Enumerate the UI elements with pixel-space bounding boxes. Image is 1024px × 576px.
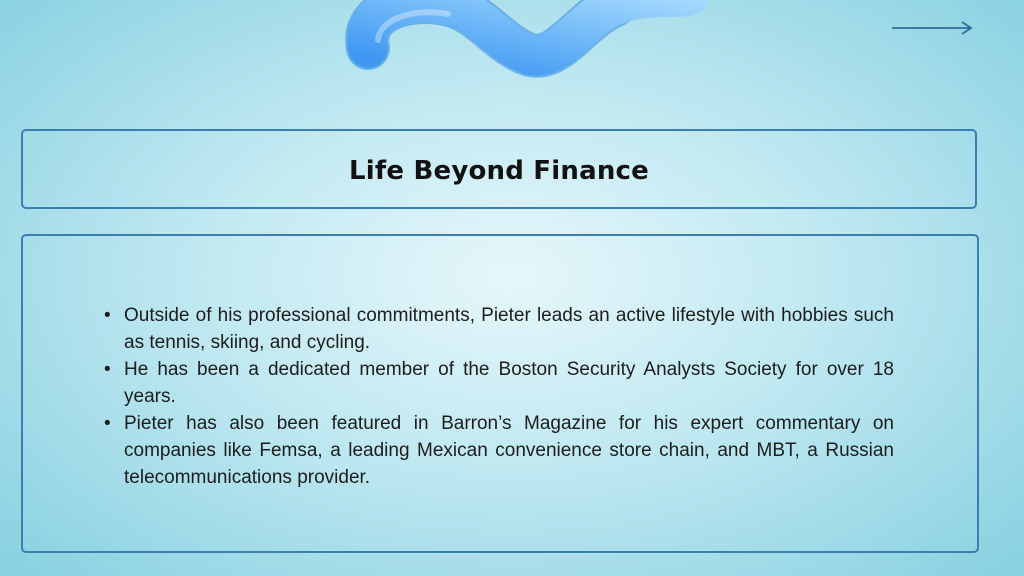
bullet-item [102,410,894,491]
bullet-point: • [104,359,111,380]
bullet-text: Pieter has also been featured in Barron’s Magazine for his expert commentary on companies like Femsa, a leading Mexican convenience store chain, and MBT, a Russian telecommunications provider. [124,413,894,488]
bullet-point: • [104,305,111,326]
right-arrow-icon[interactable] [890,18,976,40]
bullet-point: • [104,413,111,434]
wavy-blob-icon [330,0,730,90]
bullet-item [102,356,894,410]
bullet-text: He has been a dedicated member of the Boston Security Analysts Society for over 18 years. [124,359,894,407]
bullet-item [102,302,894,356]
bullet-list [102,302,894,491]
slide-title: Life Beyond Finance [349,156,649,186]
bullet-text: Outside of his professional commitments, Pieter leads an active lifestyle with hobbies such as tennis, skiing, and cycling. [124,305,894,353]
title-box [21,129,977,209]
